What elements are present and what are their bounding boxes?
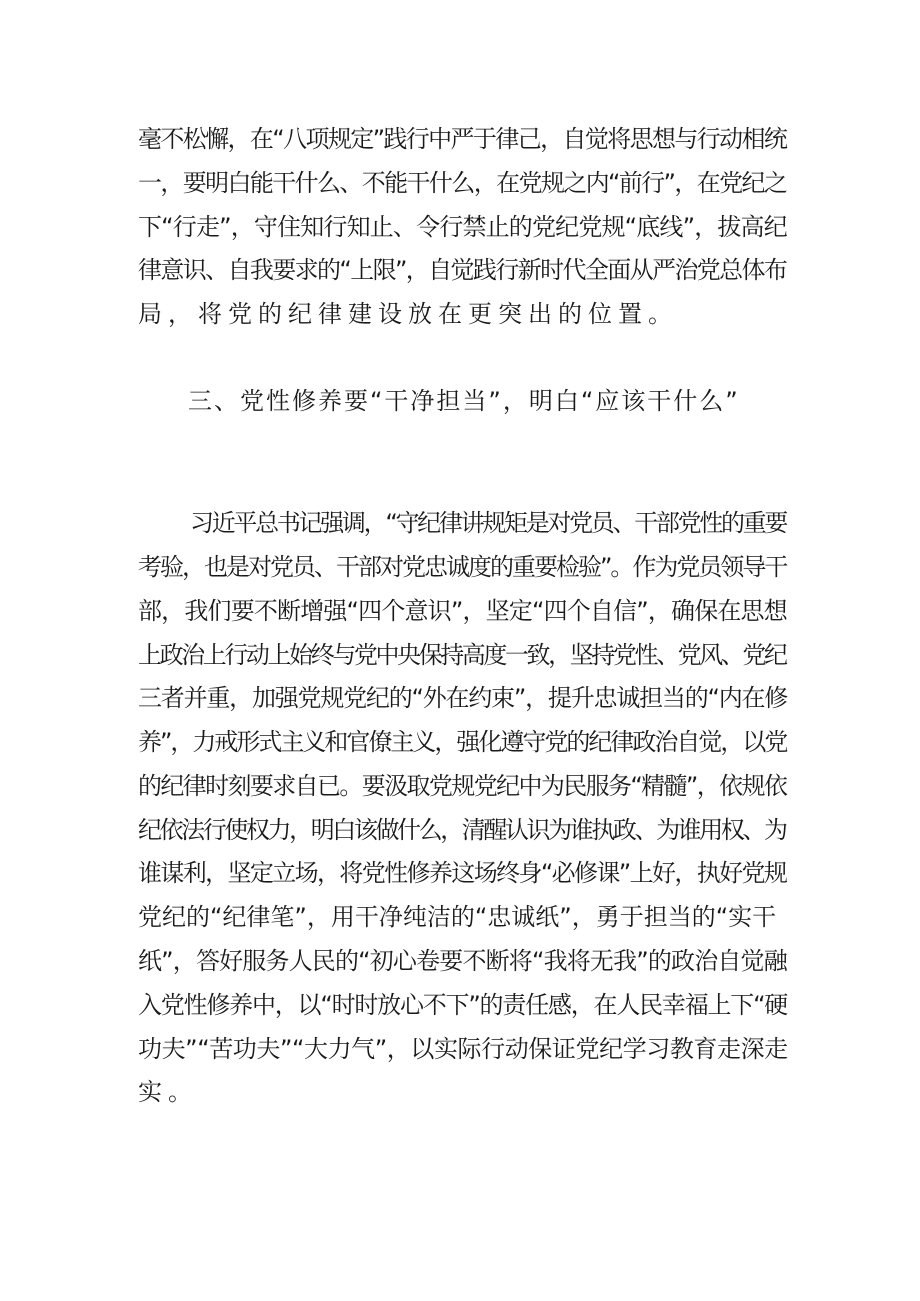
paragraph-2-line-12: 入党性修养中，以“时时放心不下”的责任感，在人民幸福上下“硬 [138, 991, 788, 1019]
paragraph-1-line-1: 毫不松懈，在“八项规定”践行中严于律己，自觉将思想与行动相统 [138, 125, 787, 153]
section-heading: 三、党性修养要“干净担当”，明白“应该干什么” [188, 387, 740, 415]
paragraph-2-line-1: 习近平总书记强调，“守纪律讲规矩是对党员、干部党性的重要 [190, 509, 787, 537]
paragraph-2-line-14: 实。 [138, 1078, 198, 1106]
paragraph-1-line-5: 局，将党的纪律建设放在更突出的位置。 [138, 300, 678, 328]
paragraph-2-line-6: 养”，力戒形式主义和官僚主义，强化遵守党的纪律政治自觉，以党 [138, 728, 787, 756]
paragraph-1-line-2: 一，要明白能干什么、不能干什么，在党规之内“前行”，在党纪之 [138, 169, 787, 197]
paragraph-2-line-9: 谁谋利，坚定立场，将党性修养这场终身“必修课”上好，执好党规 [138, 859, 787, 887]
paragraph-2-line-2: 考验，也是对党员、干部对党忠诚度的重要检验”。作为党员领导干 [138, 553, 787, 581]
paragraph-2-line-8: 纪依法行使权力，明白该做什么，清醒认识为谁执政、为谁用权、为 [138, 816, 786, 844]
paragraph-2-line-11: 纸”，答好服务人民的“初心卷要不断将“我将无我”的政治自觉融 [138, 947, 787, 975]
paragraph-2-line-7: 的纪律时刻要求自已。要汲取党规党纪中为民服务“精髓”，依规依 [138, 772, 787, 800]
paragraph-2-line-10: 党纪的“纪律笔”，用干净纯洁的“忠诚纸”，勇于担当的“实干 [138, 903, 777, 931]
paragraph-1-line-4: 律意识、自我要求的“上限”，自觉践行新时代全面从严治党总体布 [138, 256, 787, 284]
paragraph-2-line-5: 三者并重，加强党规党纪的“外在约束”，提升忠诚担当的“内在修 [138, 684, 788, 712]
paragraph-2-line-4: 上政治上行动上始终与党中央保持高度一致，坚持党性、党风、党纪 [138, 641, 786, 669]
paragraph-2-line-13: 功夫”“苦功夫”“大力气”，以实际行动保证党纪学习教育走深走 [138, 1035, 788, 1063]
paragraph-2-line-3: 部，我们要不断增强“四个意识”，坚定“四个自信”，确保在思想 [138, 597, 787, 625]
paragraph-1-line-3: 下“行走”，守住知行知止、令行禁止的党纪党规“底线”，拔高纪 [138, 213, 787, 241]
